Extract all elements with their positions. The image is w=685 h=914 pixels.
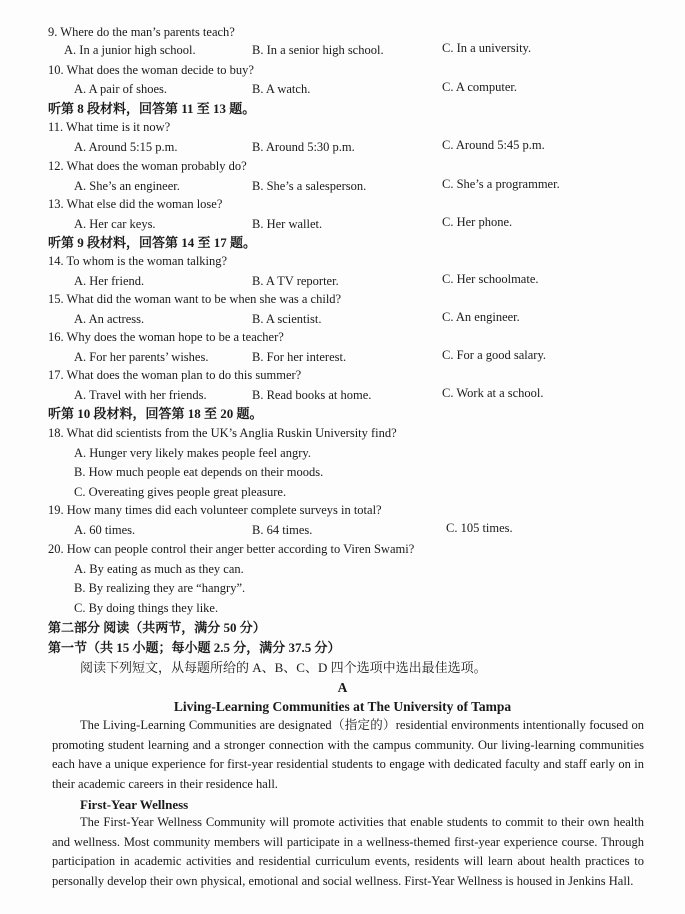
q9-option-a: A. In a junior high school. [64, 43, 196, 57]
question-14: 14. To whom is the woman talking? [48, 254, 228, 268]
q18-option-c: C. Overeating gives people great pleasure. [74, 485, 287, 499]
question-9: 9. Where do the man’s parents teach? [48, 25, 235, 39]
q20-option-a: A. By eating as much as they can. [74, 562, 244, 576]
paragraph-2-text: The First-Year Wellness Community will promote activities that enable students to commit to their own health and wellness. Most community members will participate in a wellness-themed first-year experience course. Through participation in academic activities and residential curriculum events, residents will learn about health practices to personally develop their own physical, emotional and social wellness. First-Year Wellness is housed in Jenkins Hall. [52, 815, 644, 888]
passage-paragraph-1 [52, 716, 644, 794]
q17-option-a: A. Travel with her friends. [74, 388, 207, 402]
passage-title: Living-Learning Communities at The University of Tampa [173, 699, 512, 714]
q20-option-c: C. By doing things they like. [74, 601, 219, 615]
q14-option-c: C. Her schoolmate. [442, 272, 539, 286]
q16-option-b: B. For her interest. [252, 350, 347, 364]
q17-option-c: C. Work at a school. [442, 386, 544, 400]
question-18: 18. What did scientists from the UK’s Anglia Ruskin University find? [48, 426, 397, 440]
q10-option-c: C. A computer. [442, 80, 517, 94]
q19-option-a: A. 60 times. [74, 523, 136, 537]
q10-option-b: B. A watch. [252, 82, 311, 96]
q15-option-b: B. A scientist. [252, 312, 322, 326]
question-13: 13. What else did the woman lose? [48, 197, 223, 211]
part2-title: 第二部分 阅读（共两节，满分 50 分） [48, 620, 266, 635]
q13-option-c: C. Her phone. [442, 215, 513, 229]
q11-option-a: A. Around 5:15 p.m. [74, 140, 178, 154]
q19-option-b: B. 64 times. [252, 523, 313, 537]
q16-option-c: C. For a good salary. [442, 348, 547, 362]
q13-option-b: B. Her wallet. [252, 217, 323, 231]
q9-option-c: C. In a university. [442, 41, 532, 55]
q11-option-b: B. Around 5:30 p.m. [252, 140, 355, 154]
q16-option-a: A. For her parents’ wishes. [74, 350, 209, 364]
question-17: 17. What does the woman plan to do this summer? [48, 368, 302, 382]
q17-option-b: B. Read books at home. [252, 388, 372, 402]
reading-instruction: 阅读下列短文，从每题所给的 A、B、C、D 四个选项中选出最佳选项。 [80, 660, 487, 675]
q12-option-a: A. She’s an engineer. [74, 179, 180, 193]
question-20: 20. How can people control their anger better according to Viren Swami? [48, 542, 415, 556]
q12-option-c: C. She’s a programmer. [442, 177, 560, 191]
material-9-header: 听第 9 段材料，回答第 14 至 17 题。 [48, 235, 257, 250]
q12-option-b: B. She’s a salesperson. [252, 179, 367, 193]
q11-option-c: C. Around 5:45 p.m. [442, 138, 545, 152]
part2-section1: 第一节（共 15 小题；每小题 2.5 分，满分 37.5 分） [48, 640, 341, 655]
material-8-header: 听第 8 段材料，回答第 11 至 13 题。 [48, 101, 256, 116]
q15-option-c: C. An engineer. [442, 310, 520, 324]
question-19: 19. How many times did each volunteer complete surveys in total? [48, 503, 382, 517]
question-10: 10. What does the woman decide to buy? [48, 63, 254, 77]
material-10-header: 听第 10 段材料，回答第 18 至 20 题。 [48, 406, 263, 421]
q18-option-a: A. Hunger very likely makes people feel angry. [74, 446, 311, 460]
q18-option-b: B. How much people eat depends on their moods. [74, 465, 324, 479]
q13-option-a: A. Her car keys. [74, 217, 156, 231]
q20-option-b: B. By realizing they are “hangry”. [74, 581, 246, 595]
q14-option-b: B. A TV reporter. [252, 274, 339, 288]
passage-paragraph-2 [52, 813, 644, 891]
question-16: 16. Why does the woman hope to be a teacher? [48, 330, 284, 344]
paragraph-1-text: The Living-Learning Communities are designated（指定的）residential environments intentionally focused on promoting student learning and a stronger connection with the campus community. Our living-learning communities each have a unique experience for first-year residential students to engage with dedicated faculty and staff early on in their academic careers in their residence hall. [52, 718, 644, 791]
question-12: 12. What does the woman probably do? [48, 159, 247, 173]
q14-option-a: A. Her friend. [74, 274, 145, 288]
q9-option-b: B. In a senior high school. [252, 43, 384, 57]
passage-letter: A [337, 680, 348, 695]
q19-option-c: C. 105 times. [446, 521, 513, 535]
passage-subheading: First-Year Wellness [80, 797, 189, 812]
question-11: 11. What time is it now? [48, 120, 171, 134]
q10-option-a: A. A pair of shoes. [74, 82, 168, 96]
q15-option-a: A. An actress. [74, 312, 145, 326]
question-15: 15. What did the woman want to be when she was a child? [48, 292, 342, 306]
